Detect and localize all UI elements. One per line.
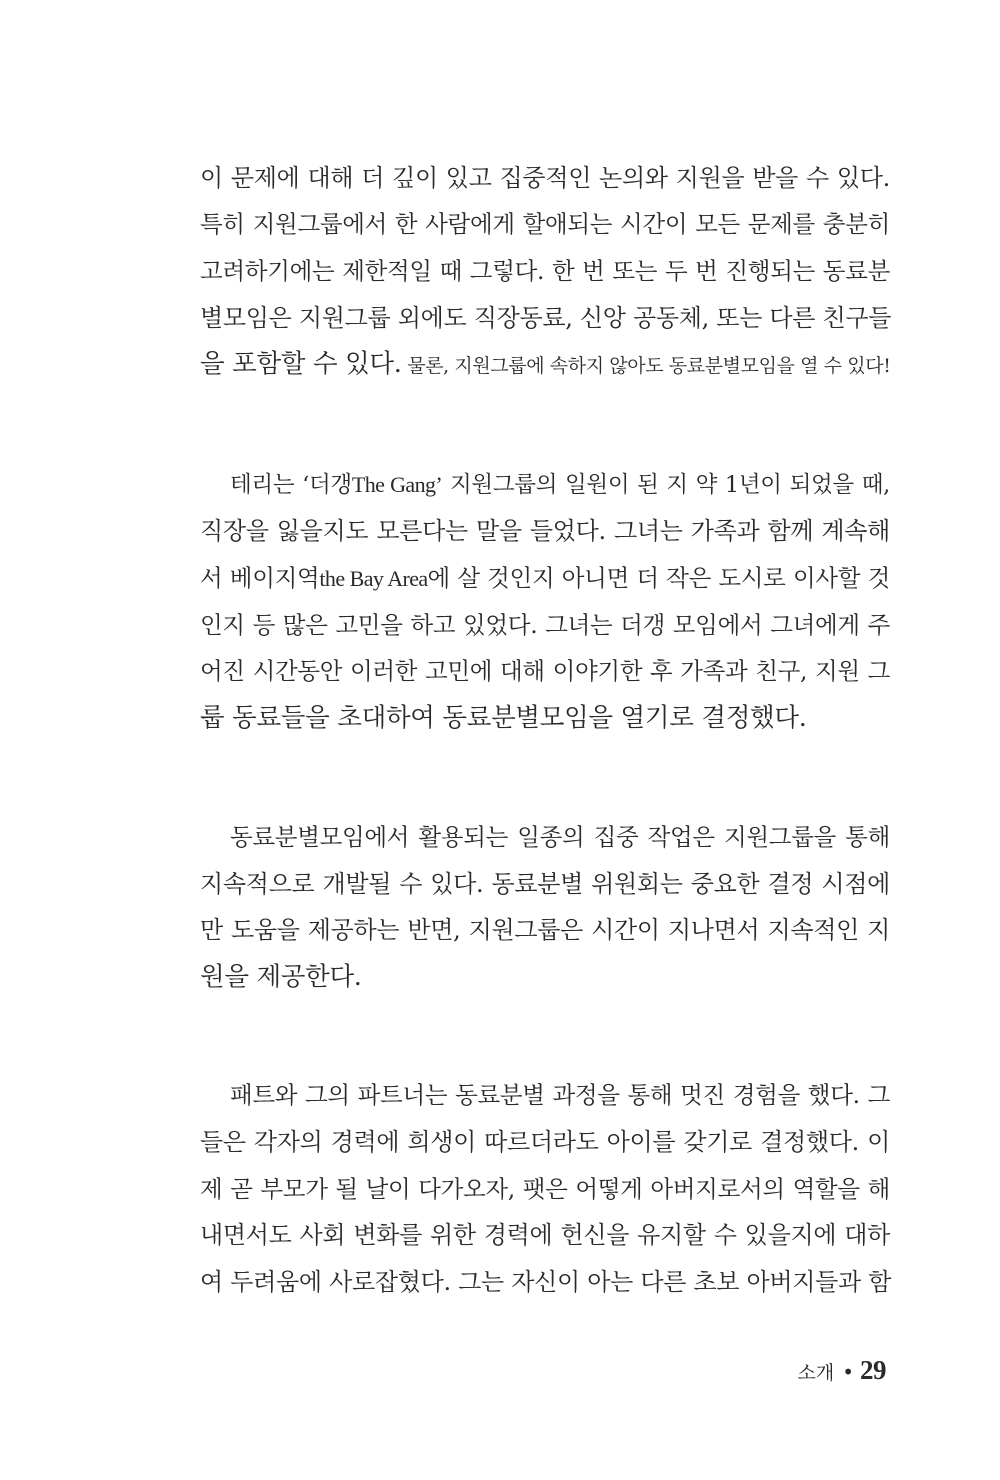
text-line bbox=[200, 558, 890, 598]
text-line: 원을 제공한다. bbox=[200, 962, 362, 992]
text-line bbox=[200, 344, 890, 384]
text-segment: 지원그룹의 일원이 된 지 약 1년이 되었을 때, bbox=[442, 472, 890, 498]
text-line: 내면서도 사회 변화를 위한 경력에 헌신을 유지할 수 있을지에 대하 bbox=[200, 1221, 890, 1249]
text-line: 특히 지원그룹에서 한 사람에게 할애되는 시간이 모든 문제를 충분히 bbox=[200, 210, 890, 238]
text-line: 동료분별모임에서 활용되는 일종의 집중 작업은 지원그룹을 통해 bbox=[230, 823, 890, 851]
page-number: 29 bbox=[860, 1355, 886, 1385]
text-line: 룹 동료들을 초대하여 동료분별모임을 열기로 결정했다. bbox=[200, 703, 807, 733]
latin-term: the Bay Area bbox=[319, 566, 428, 591]
text-line: 여 두려움에 사로잡혔다. 그는 자신이 아는 다른 초보 아버지들과 함 bbox=[200, 1268, 892, 1296]
latin-term: The Gang’ bbox=[351, 472, 443, 497]
text-line: 직장을 잃을지도 모른다는 말을 들었다. 그녀는 가족과 함께 계속해 bbox=[200, 517, 890, 545]
text-line: 제 곧 부모가 될 날이 다가오자, 팻은 어떻게 아버지로서의 역할을 해 bbox=[200, 1175, 890, 1203]
text-line: 별모임은 지원그룹 외에도 직장동료, 신앙 공동체, 또는 다른 친구들 bbox=[200, 304, 892, 332]
text-line: 들은 각자의 경력에 희생이 따르더라도 아이를 갖기로 결정했다. 이 bbox=[200, 1128, 890, 1156]
text-line: 어진 시간동안 이러한 고민에 대해 이야기한 후 가족과 친구, 지원 그 bbox=[200, 657, 890, 685]
text-segment: 테리는 ‘더갱 bbox=[230, 472, 352, 498]
text-segment: 에 살 것인지 아니면 더 작은 도시로 이사할 것 bbox=[427, 564, 890, 592]
text-line: 인지 등 많은 고민을 하고 있었다. 그녀는 더갱 모임에서 그녀에게 주 bbox=[200, 611, 890, 639]
text-segment: 을 포함할 수 있다. bbox=[200, 349, 402, 379]
bullet-separator: • bbox=[842, 1360, 854, 1384]
note-text: 물론, 지원그룹에 속하지 않아도 동료분별모임을 열 수 있다! bbox=[401, 355, 891, 377]
text-line: 고려하기에는 제한적일 때 그렇다. 한 번 또는 두 번 진행되는 동료분 bbox=[200, 257, 890, 285]
text-line bbox=[230, 465, 890, 505]
text-line: 지속적으로 개발될 수 있다. 동료분별 위원회는 중요한 결정 시점에 bbox=[200, 870, 890, 898]
section-label: 소개 bbox=[797, 1362, 835, 1384]
text-segment: 서 베이지역 bbox=[200, 564, 320, 592]
text-line: 만 도움을 제공하는 반면, 지원그룹은 시간이 지나면서 지속적인 지 bbox=[200, 916, 890, 944]
text-line: 이 문제에 대해 더 깊이 있고 집중적인 논의와 지원을 받을 수 있다. bbox=[200, 164, 890, 192]
paragraph-2 bbox=[200, 465, 890, 755]
paragraph-3 bbox=[200, 817, 890, 1017]
paragraph-4 bbox=[200, 1075, 890, 1315]
paragraph-1 bbox=[200, 158, 890, 398]
text-line: 패트와 그의 파트너는 동료분별 과정을 통해 멋진 경험을 했다. 그 bbox=[230, 1081, 890, 1109]
page-footer bbox=[797, 1350, 886, 1390]
